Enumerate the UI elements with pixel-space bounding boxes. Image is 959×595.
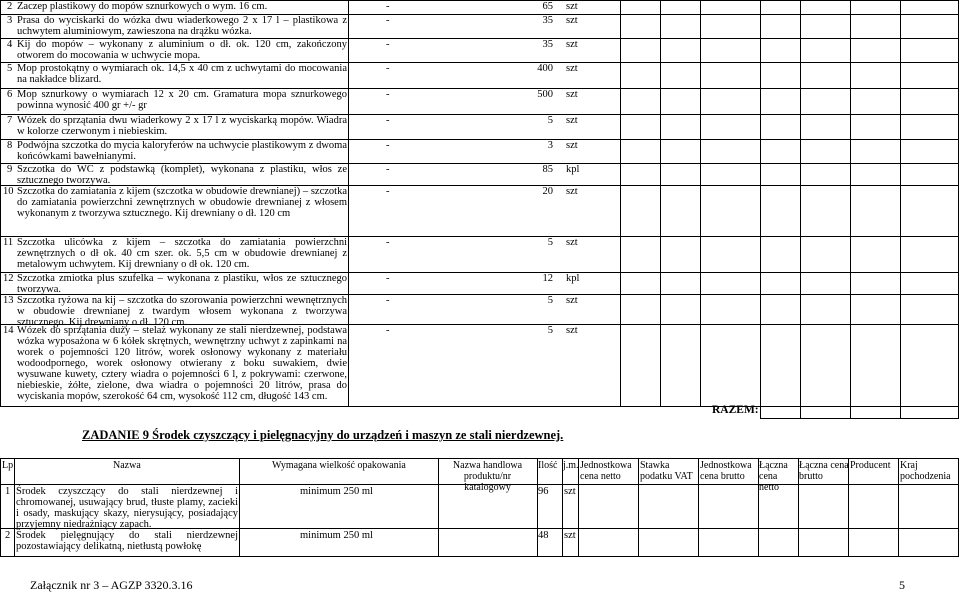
- row-unit: szt: [566, 39, 578, 50]
- row-quantity: 400: [537, 63, 553, 74]
- row-unit: szt: [566, 1, 578, 12]
- row-unit: szt: [566, 140, 578, 151]
- row-unit: kpl: [566, 164, 580, 175]
- header-unit-gross-price: Jednostkowa cena brutto: [700, 460, 752, 482]
- row-name: Szczotka ulicówka z kijem – szczotka do zamiatania powierzchni zewnętrznych o dł ok. 40 cm szer. ok. 5,5 cm w obudowie drewnianej z metalowym uchwytem. Kij drewniany o dł ok. 120 cm.: [17, 237, 347, 270]
- column-divider: [620, 0, 621, 406]
- header-unit-net-price: Jednostkowa cena netto: [580, 460, 632, 482]
- row-quantity: 96: [538, 486, 549, 497]
- column-divider: [700, 0, 701, 406]
- razem-cell-divider: [800, 406, 801, 418]
- row-dash: -: [386, 140, 390, 151]
- header-name: Nazwa: [113, 460, 141, 471]
- row-dash: -: [386, 273, 390, 284]
- column-divider: [898, 458, 899, 556]
- row-quantity: 3: [547, 140, 553, 151]
- column-divider: [638, 458, 639, 556]
- row-quantity: 500: [537, 89, 553, 100]
- row-dash: -: [386, 63, 390, 74]
- row-quantity: 48: [538, 530, 549, 541]
- row-quantity: 5: [547, 237, 553, 248]
- row-unit: szt: [566, 186, 578, 197]
- row-unit: szt: [566, 237, 578, 248]
- column-divider: [660, 0, 661, 406]
- header-total-gross: Łączna cena brutto: [799, 460, 849, 482]
- row-dash: -: [386, 15, 390, 26]
- row-dash: -: [386, 164, 390, 175]
- row-name: Mop sznurkowy o wymiarach 12 x 20 cm. Gramatura mopa sznurkowego powinna wynosić 400 gr +/- gr: [17, 89, 347, 111]
- column-divider: [438, 458, 439, 556]
- row-quantity: 35: [542, 39, 553, 50]
- row-quantity: 20: [542, 186, 553, 197]
- row-name: Wózek do sprzątania dwu wiaderkowy 2 x 17 l z wyciskarką mopów. Wiadra w kolorze czerwonym i niebieskim.: [17, 115, 347, 137]
- row-quantity: 65: [542, 1, 553, 12]
- row-quantity: 12: [542, 273, 553, 284]
- row-dash: -: [386, 186, 390, 197]
- row-name: Szczotka zmiotka plus szufelka – wykonana z plastiku, włos ze sztucznego tworzywa.: [17, 273, 347, 295]
- row-name: Środek pielęgnujący do stali nierdzewnej pozostawiający delikatną, nietłustą powłokę: [16, 530, 238, 552]
- column-divider: [800, 0, 801, 406]
- column-divider: [14, 458, 15, 556]
- row-unit: szt: [566, 15, 578, 26]
- row-number: 2: [7, 1, 13, 12]
- header-lp: Lp: [2, 460, 14, 471]
- row-name: Zaczep plastikowy do mopów sznurkowych o wym. 16 cm.: [17, 1, 268, 12]
- row-unit: szt: [566, 63, 578, 74]
- column-divider: [698, 458, 699, 556]
- header-total-net: Łączna cena netto: [759, 460, 788, 493]
- row-dash: -: [386, 115, 390, 126]
- header-unit: j.m.: [563, 460, 579, 471]
- column-divider: [578, 458, 579, 556]
- row-name: Kij do mopów – wykonany z aluminium o dł. ok. 120 cm, zakończony otworem do mocowania w uchwycie mopa.: [17, 39, 347, 61]
- header-trade-name: Nazwa handlowa produktu/nr katalogowy: [452, 460, 523, 493]
- row-name: Podwójna szczotka do mycia kaloryferów na uchwycie plastikowym z dwoma końcówkami bawełnianymi.: [17, 140, 347, 162]
- row-quantity: 85: [542, 164, 553, 175]
- razem-row-bottom: [760, 418, 959, 419]
- razem-cell-divider: [900, 406, 901, 418]
- header-vat-rate: Stawka podatku VAT: [640, 460, 693, 482]
- row-unit: szt: [566, 325, 578, 336]
- row-unit: szt: [566, 89, 578, 100]
- row-number: 4: [7, 39, 13, 50]
- row-name: Środek czyszczący do stali nierdzewnej i chromowanej, usuwający brud, tłuste plamy, zacieki i osady, maskujący skazy, nierysujący, posiadający przyjemny niedrażniący zapach.: [16, 486, 238, 530]
- column-divider: [348, 0, 349, 406]
- header-quantity: Ilość: [538, 460, 558, 471]
- row-unit: szt: [566, 115, 578, 126]
- row-number: 12: [3, 273, 14, 284]
- row-number: 11: [3, 237, 14, 248]
- row-dash: -: [386, 295, 390, 306]
- column-divider: [562, 458, 563, 556]
- razem-cell-divider: [850, 406, 851, 418]
- column-divider: [900, 0, 901, 406]
- row-package-size: minimum 250 ml: [300, 486, 373, 497]
- table-rule: [0, 458, 959, 459]
- row-number: 13: [3, 295, 14, 306]
- row-number: 10: [3, 186, 14, 197]
- row-name: Szczotka do zamiatania z kijem (szczotka w obudowie drewnianej) – szczotka do zamiatania powierzchni zewnętrznych w obudowie drewnianej z włosem wykonanym z tworzywa sztucznego. Kij drewniany o dł. 120 cm: [17, 186, 347, 219]
- row-dash: -: [386, 1, 390, 12]
- row-dash: -: [386, 325, 390, 336]
- row-number: 5: [7, 63, 13, 74]
- row-number: 1: [5, 486, 11, 497]
- row-dash: -: [386, 39, 390, 50]
- header-producer: Producent: [850, 460, 891, 471]
- row-dash: -: [386, 237, 390, 248]
- row-quantity: 5: [547, 115, 553, 126]
- row-unit: kpl: [566, 273, 580, 284]
- row-quantity: 35: [542, 15, 553, 26]
- column-divider: [537, 458, 538, 556]
- row-unit: szt: [564, 486, 576, 497]
- row-number: 8: [7, 140, 13, 151]
- column-divider: [239, 458, 240, 556]
- row-number: 14: [3, 325, 14, 336]
- column-divider: [760, 0, 761, 406]
- row-name: Szczotka ryżowa na kij – szczotka do szorowania powierzchni wewnętrznych w obudowie drewnianej z twardym włosem wykonana z tworzywa sztucznego. Kij drewniany o dł. 120 cm.: [17, 295, 347, 328]
- row-name: Szczotka do WC z podstawką (komplet), wykonana z plastiku, włos ze sztucznego tworzywa.: [17, 164, 347, 186]
- section-title: ZADANIE 9 Środek czyszczący i pielęgnacyjny do urządzeń i maszyn ze stali nierdzewnej.: [82, 428, 564, 442]
- row-divider: [0, 406, 959, 407]
- table-rule: [0, 556, 959, 557]
- header-country: Kraj pochodzenia: [900, 460, 951, 482]
- row-unit: szt: [564, 530, 576, 541]
- row-unit: szt: [566, 295, 578, 306]
- row-package-size: minimum 250 ml: [300, 530, 373, 541]
- row-quantity: 5: [547, 325, 553, 336]
- row-name: Prasa do wyciskarki do wózka dwu wiaderkowego 2 x 17 l – plastikowa z uchwytem aluminiowym, zawieszona na drążku wózka.: [17, 15, 347, 37]
- footer-attachment: Załącznik nr 3 – AGZP 3320.3.16: [30, 578, 193, 592]
- row-name: Mop prostokątny o wymiarach ok. 14,5 x 40 cm z uchwytami do mocowania na nakładce blizard.: [17, 63, 347, 85]
- row-number: 7: [7, 115, 13, 126]
- row-quantity: 5: [547, 295, 553, 306]
- header-package-size: Wymagana wielkość opakowania: [272, 460, 406, 471]
- razem-cell-left: [760, 406, 761, 418]
- row-number: 2: [5, 530, 11, 541]
- row-name: Wózek do sprzątania duży – stelaż wykonany ze stali nierdzewnej, podstawa wózka wyposażona w 6 kółek skrętnych, wewnętrzny uchwyt z zapinkami na worek o pojemności 120 litrów, worek osłonowy wykonany z materiału wodoodpornego, worek osłonowy otwierany z boku suwakiem, dwie wysuwane kuwety, cztery wiadra o pojemności 6 l, z pokrywami: czerwone, niebieskie, żółte, zielone, dwa wiadra o pojemności 20 litrów, prasa do wyciskania mopów, szerokość 64 cm, wysokość 112 cm, długość 143 cm.: [17, 325, 347, 402]
- razem-label: RAZEM:: [712, 404, 759, 416]
- row-number: 9: [7, 164, 13, 175]
- row-number: 6: [7, 89, 13, 100]
- row-number: 3: [7, 15, 13, 26]
- table-border-left: [0, 0, 1, 406]
- table-border-top: [0, 0, 959, 1]
- column-divider: [850, 0, 851, 406]
- row-dash: -: [386, 89, 390, 100]
- column-divider: [0, 458, 1, 556]
- footer-page-number: 5: [899, 578, 905, 592]
